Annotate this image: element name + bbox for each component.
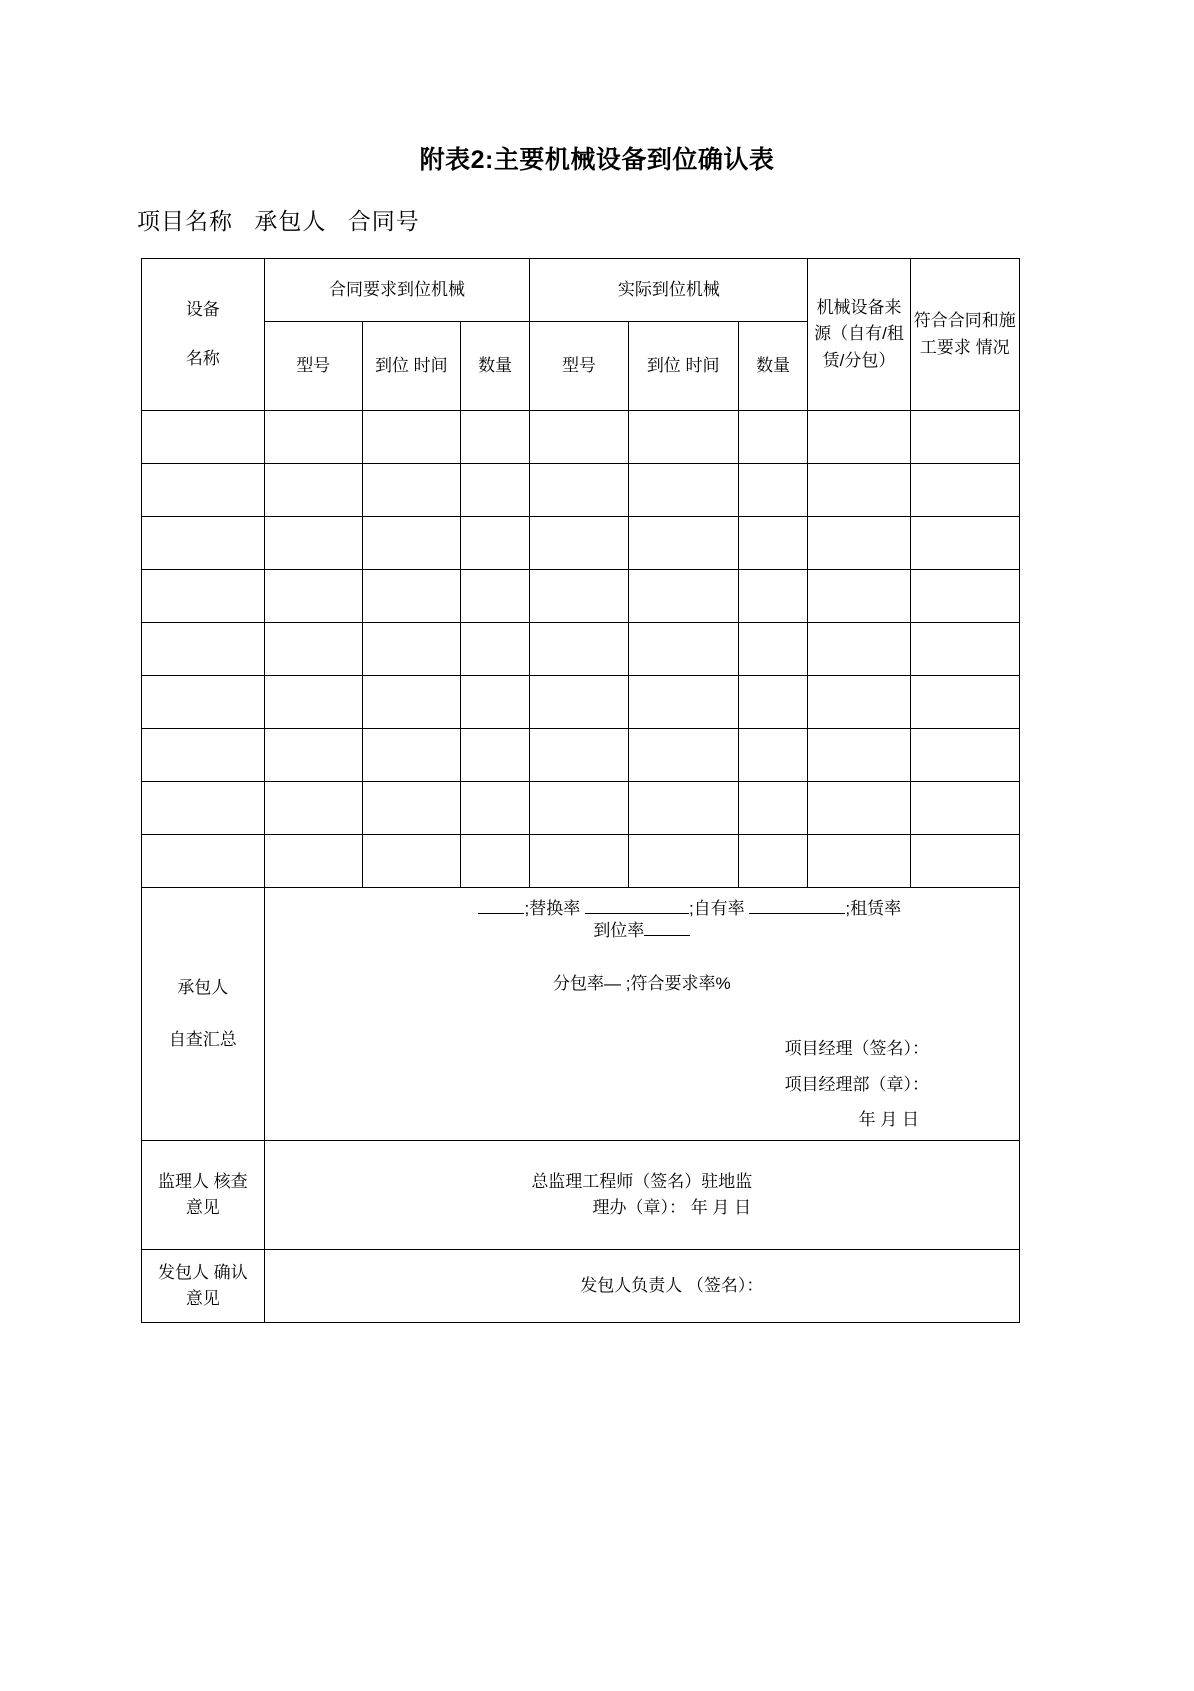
cell-equipment-name[interactable]	[142, 464, 265, 517]
cell-quantity-required[interactable]	[460, 411, 530, 464]
cell-equipment-name[interactable]	[142, 411, 265, 464]
cell-model-required[interactable]	[264, 623, 362, 676]
contractor-summary-label	[142, 888, 265, 1141]
cell-quantity-required[interactable]	[460, 782, 530, 835]
cell-quantity-required[interactable]	[460, 464, 530, 517]
blank-arrival-rate-2[interactable]	[644, 920, 690, 936]
cell-quantity-actual[interactable]	[738, 411, 808, 464]
cell-arrival-time-actual[interactable]	[628, 570, 738, 623]
cell-arrival-time-required[interactable]	[362, 464, 460, 517]
employer-label-line1: 发包人 确认	[157, 1262, 248, 1282]
cell-arrival-time-actual[interactable]	[628, 464, 738, 517]
blank-owned-rate[interactable]	[749, 898, 845, 914]
cell-equipment-name[interactable]	[142, 676, 265, 729]
cell-equipment-name[interactable]	[142, 517, 265, 570]
table-row[interactable]	[142, 676, 1020, 729]
cell-model-actual[interactable]	[530, 623, 628, 676]
blank-arrival-rate[interactable]	[478, 898, 524, 914]
header-quantity-required: 数量	[460, 322, 530, 411]
employer-confirm-row	[142, 1250, 1020, 1323]
supervisor-body[interactable]	[264, 1141, 1019, 1250]
cell-equipment-name[interactable]	[142, 623, 265, 676]
table-row[interactable]	[142, 782, 1020, 835]
table-row[interactable]	[142, 570, 1020, 623]
project-info-line	[137, 203, 434, 236]
replacement-rate-label: ;替换率	[524, 899, 581, 918]
table-row[interactable]	[142, 411, 1020, 464]
contractor-summary-row	[142, 888, 1020, 1141]
cell-source[interactable]	[808, 411, 910, 464]
header-equipment-name	[142, 259, 265, 411]
cell-arrival-time-actual[interactable]	[628, 411, 738, 464]
employer-label	[142, 1250, 265, 1323]
cell-quantity-actual[interactable]	[738, 782, 808, 835]
equipment-confirmation-table	[141, 258, 1020, 1323]
cell-arrival-time-actual[interactable]	[628, 729, 738, 782]
cell-arrival-time-actual[interactable]	[628, 676, 738, 729]
header-equipment-name-line2: 名称	[185, 348, 220, 368]
contractor-summary-body[interactable]	[264, 888, 1019, 1141]
table-row[interactable]	[142, 623, 1020, 676]
cell-source[interactable]	[808, 570, 910, 623]
cell-quantity-actual[interactable]	[738, 835, 808, 888]
cell-quantity-required[interactable]	[460, 570, 530, 623]
table-row[interactable]	[142, 517, 1020, 570]
project-name-label: 项目名称	[137, 208, 233, 234]
cell-compliance[interactable]	[910, 782, 1019, 835]
cell-model-actual[interactable]	[530, 570, 628, 623]
cell-arrival-time-required[interactable]	[362, 782, 460, 835]
supervisor-review-row	[142, 1141, 1020, 1250]
cell-model-required[interactable]	[264, 729, 362, 782]
cell-compliance[interactable]	[910, 411, 1019, 464]
header-group-actual-arrived: 实际到位机械	[530, 259, 808, 322]
cell-model-required[interactable]	[264, 676, 362, 729]
lease-rate-label: ;租赁率	[845, 899, 902, 918]
blank-replacement-rate[interactable]	[585, 898, 689, 914]
cell-compliance[interactable]	[910, 464, 1019, 517]
cell-model-actual[interactable]	[530, 676, 628, 729]
subcontract-rate-line: 分包率— ;符合要求率%	[553, 973, 731, 993]
cell-quantity-required[interactable]	[460, 623, 530, 676]
cell-model-actual[interactable]	[530, 411, 628, 464]
cell-source[interactable]	[808, 676, 910, 729]
cell-equipment-name[interactable]	[142, 835, 265, 888]
cell-quantity-actual[interactable]	[738, 464, 808, 517]
header-arrival-time-required: 到位 时间	[362, 322, 460, 411]
contractor-signature-block	[268, 1031, 1016, 1138]
table-row[interactable]	[142, 729, 1020, 782]
cell-quantity-actual[interactable]	[738, 676, 808, 729]
arrival-rate-label: 到位率	[593, 921, 645, 941]
supervisor-office-seal-date[interactable]: 理办（章）： 年 月 日	[592, 1198, 752, 1218]
cell-quantity-required[interactable]	[460, 729, 530, 782]
cell-quantity-actual[interactable]	[738, 729, 808, 782]
cell-arrival-time-required[interactable]	[362, 676, 460, 729]
cell-arrival-time-required[interactable]	[362, 729, 460, 782]
cell-arrival-time-actual[interactable]	[628, 623, 738, 676]
cell-model-actual[interactable]	[530, 517, 628, 570]
cell-quantity-actual[interactable]	[738, 623, 808, 676]
contract-number-label: 合同号	[347, 208, 420, 234]
contractor-label: 承包人	[254, 208, 327, 234]
header-model-required: 型号	[264, 322, 362, 411]
cell-arrival-time-required[interactable]	[362, 411, 460, 464]
cell-compliance[interactable]	[910, 729, 1019, 782]
cell-model-actual[interactable]	[530, 729, 628, 782]
cell-model-required[interactable]	[264, 517, 362, 570]
cell-compliance[interactable]	[910, 570, 1019, 623]
rate-lower-line	[268, 918, 1016, 944]
table-row[interactable]	[142, 464, 1020, 517]
cell-source[interactable]	[808, 782, 910, 835]
cell-arrival-time-required[interactable]	[362, 623, 460, 676]
cell-quantity-required[interactable]	[460, 676, 530, 729]
cell-arrival-time-required[interactable]	[362, 835, 460, 888]
supervisor-label	[142, 1141, 265, 1250]
cell-compliance[interactable]	[910, 517, 1019, 570]
header-group-contract-required: 合同要求到位机械	[264, 259, 530, 322]
cell-model-required[interactable]	[264, 835, 362, 888]
cell-arrival-time-required[interactable]	[362, 570, 460, 623]
cell-equipment-name[interactable]	[142, 729, 265, 782]
owned-rate-label: ;自有率	[688, 899, 745, 918]
header-equipment-source: 机械设备来源（自有/租赁/分包）	[808, 259, 910, 411]
header-model-actual: 型号	[530, 322, 628, 411]
cell-quantity-required[interactable]	[460, 517, 530, 570]
cell-source[interactable]	[808, 517, 910, 570]
header-compliance: 符合合同和施工要求 情况	[910, 259, 1019, 411]
project-manager-signature[interactable]: 项目经理（签名）：	[784, 1039, 930, 1059]
contractor-date[interactable]: 年 月 日	[858, 1110, 920, 1130]
supervisor-label-line1: 监理人 核查	[157, 1171, 248, 1191]
cell-arrival-time-actual[interactable]	[628, 835, 738, 888]
cell-model-actual[interactable]	[530, 782, 628, 835]
rate-lines	[268, 896, 1016, 945]
cell-source[interactable]	[808, 729, 910, 782]
cell-quantity-required[interactable]	[460, 835, 530, 888]
cell-arrival-time-required[interactable]	[362, 517, 460, 570]
supervisor-label-line2: 意见	[185, 1198, 220, 1218]
header-equipment-name-line1: 设备	[185, 300, 220, 320]
cell-model-required[interactable]	[264, 464, 362, 517]
cell-quantity-actual[interactable]	[738, 570, 808, 623]
table-header-row-1	[142, 259, 1020, 322]
cell-equipment-name[interactable]	[142, 570, 265, 623]
employer-label-line2: 意见	[185, 1289, 220, 1309]
cell-compliance[interactable]	[910, 676, 1019, 729]
contractor-summary-label-line2: 自查汇总	[168, 1030, 237, 1050]
chief-supervisor-signature[interactable]: 总监理工程师（签名）驻地监	[531, 1171, 753, 1191]
employer-representative-signature[interactable]: 发包人负责人 （签名）：	[580, 1275, 764, 1295]
cell-source[interactable]	[808, 623, 910, 676]
page-title: 附表2:主要机械设备到位确认表	[419, 146, 775, 174]
cell-source[interactable]	[808, 464, 910, 517]
cell-model-actual[interactable]	[530, 464, 628, 517]
cell-compliance[interactable]	[910, 623, 1019, 676]
header-arrival-time-actual: 到位 时间	[628, 322, 738, 411]
cell-quantity-actual[interactable]	[738, 517, 808, 570]
contractor-summary-label-line1: 承包人	[177, 977, 229, 997]
cell-equipment-name[interactable]	[142, 782, 265, 835]
cell-model-required[interactable]	[264, 570, 362, 623]
cell-arrival-time-actual[interactable]	[628, 517, 738, 570]
cell-model-actual[interactable]	[530, 835, 628, 888]
project-department-seal[interactable]: 项目经理部（章）：	[784, 1074, 930, 1094]
cell-model-required[interactable]	[264, 411, 362, 464]
cell-compliance[interactable]	[910, 835, 1019, 888]
cell-model-required[interactable]	[264, 782, 362, 835]
cell-arrival-time-actual[interactable]	[628, 782, 738, 835]
table-row[interactable]	[142, 835, 1020, 888]
header-quantity-actual: 数量	[738, 322, 808, 411]
employer-body[interactable]	[264, 1250, 1019, 1323]
cell-source[interactable]	[808, 835, 910, 888]
